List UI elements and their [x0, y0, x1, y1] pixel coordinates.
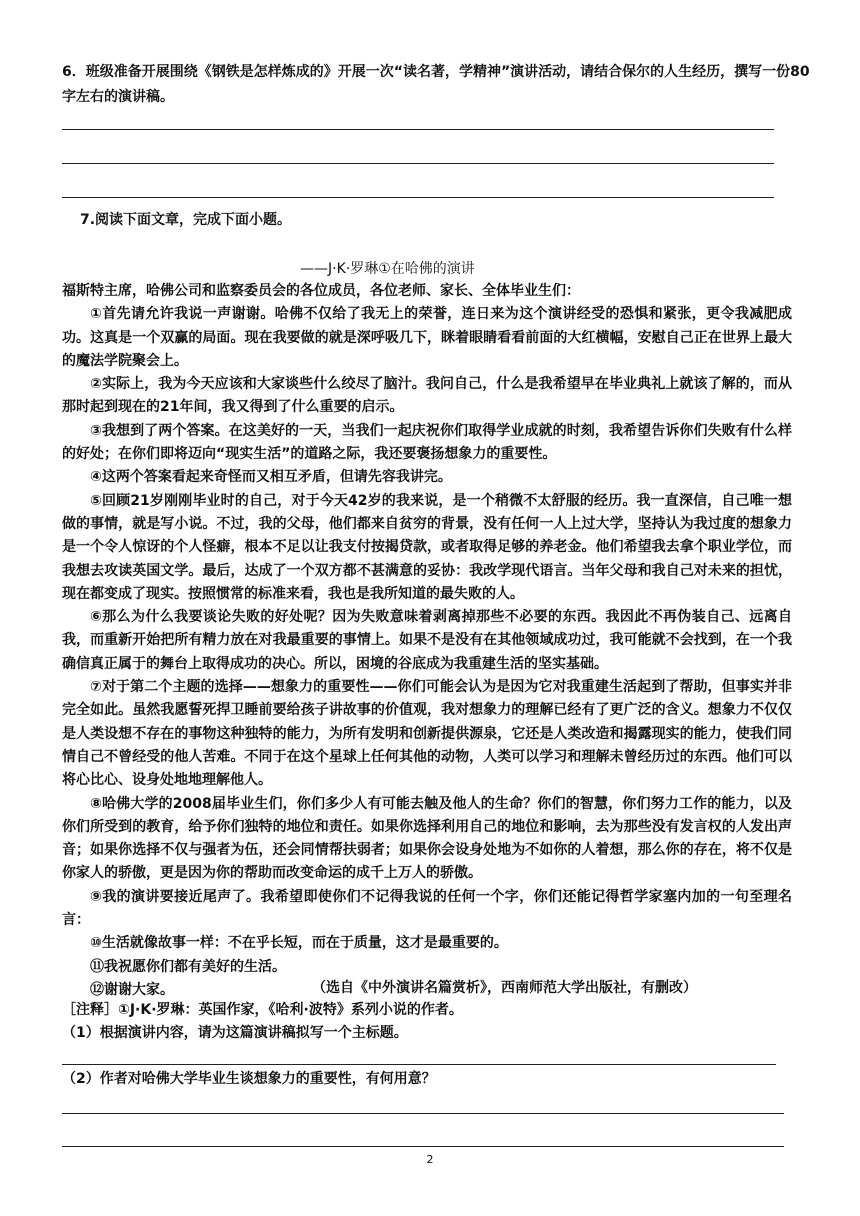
- paragraph-12: ⑫谢谢大家。: [90, 981, 174, 998]
- paragraph-4: ④这两个答案看起来奇怪而又相互矛盾，但请先容我讲完。: [90, 469, 452, 486]
- article-footnote: ［注释］①J·K·罗琳：英国作家，《哈利·波特》系列小说的作者。: [62, 1002, 463, 1018]
- paragraph-6: ⑥那么为什么我要谈论失败的好处呢？因为失败意味着剥离掉那些不必要的东西。我因此不再伪装自己、远离自我，而重新开始把所有精力放在对我最重要的事情上。如果不是没有在其他领域成功过，我可能就不会找到，在一个我确信真正属于的舞台上取得成功的决心。所以，困境的谷底成为我重建生活的坚实基础。: [62, 609, 792, 672]
- page-number: 2: [426, 1153, 434, 1166]
- article-source: （选自《中外演讲名篇赏析》，西南师范大学出版社，有删改）: [312, 980, 697, 996]
- question-6: 6．班级准备开展围绕《钢铁是怎样炼成的》开展一次“读名著，学精神”演讲活动，请结合保尔的人生经历，撰写一份80字左右的演讲稿。: [62, 64, 810, 105]
- answer-line-q6-1[interactable]: [62, 129, 774, 130]
- paragraph-3: ③我想到了两个答案。在这美好的一天，当我们一起庆祝你们取得学业成就的时刻，我希望告诉你们失败有什么样的好处；在你们即将迈向“现实生活”的道路之际，我还要褒扬想象力的重要性。: [62, 422, 792, 463]
- paragraph-2: ②实际上，我为今天应该和大家谈些什么绞尽了脑汁。我问自己，什么是我希望早在毕业典礼上就该了解的，而从那时起到现在的21年间，我又得到了什么重要的启示。: [62, 376, 792, 416]
- paragraph-5: ⑤回顾21岁刚刚毕业时的自己，对于今天42岁的我来说，是一个稍微不太舒服的经历。我一直深信，自己唯一想做的事情，就是写小说。不过，我的父母，他们都来自贫穷的背景，没有任何一人上过大学，坚持认为我过度的想象力是一个令人惊讶的个人怪癖，根本不足以让我支付按揭贷款，或者取得足够的养老金。他们希望我去拿个职业学位，而我想去攻读英国文学。最后，达成了一个双方都不甚满意的妥协：我改学现代语言。当年父母和我自己对未来的担忧，现在都变成了现实。按照惯常的标准来看，我也是我所知道的最失败的人。: [62, 492, 792, 602]
- article-salutation: 福斯特主席，哈佛公司和监察委员会的各位成员，各位老师、家长、全体毕业生们：: [62, 283, 580, 299]
- paragraph-7: ⑦对于第二个主题的选择——想象力的重要性——你们可能会认为是因为它对我重建生活起到了帮助，但事实并非完全如此。虽然我愿誓死捍卫睡前要给孩子讲故事的价值观，我对想象力的理解已经有了更广泛的含义。想象力不仅仅是人类设想不存在的事物这种独特的能力，为所有发明和创新提供源泉，它还是人类改造和揭露现实的能力，使我们同情自己不曾经受的他人苦难。不同于在这个星球上任何其他的动物，人类可以学习和理解未曾经历过的东西。他们可以将心比心、设身处地地理解他人。: [62, 679, 792, 789]
- paragraph-10: ⑩生活就像故事一样：不在乎长短，而在于质量，这才是最重要的。: [90, 935, 508, 952]
- subquestion-1: （1）根据演讲内容，请为这篇演讲稿拟写一个主标题。: [62, 1025, 408, 1041]
- question-7-label: 7.阅读下面文章，完成下面小题。: [80, 212, 292, 228]
- paragraph-11: ⑪我祝愿你们都有美好的生活。: [90, 958, 286, 975]
- subquestion-2: （2）作者对哈佛大学毕业生谈想象力的重要性，有何用意？: [62, 1071, 436, 1087]
- paragraph-1: ①首先请允许我说一声谢谢。哈佛不仅给了我无上的荣誉，连日来为这个演讲经受的恐惧和紧张，更令我减肥成功。这真是一个双赢的局面。现在我要做的就是深呼吸几下，眯着眼睛看看前面的大红横幅，安慰自己正在世界上最大的魔法学院聚会上。: [62, 306, 792, 369]
- answer-line-q6-3[interactable]: [62, 197, 774, 198]
- answer-line-q6-2[interactable]: [62, 163, 774, 164]
- answer-line-sq2-2[interactable]: [62, 1146, 784, 1147]
- answer-line-sq1[interactable]: [62, 1064, 776, 1065]
- article-title: ——J·K·罗琳①在哈佛的演讲: [300, 261, 475, 277]
- paragraph-9: ⑨我的演讲要接近尾声了。我希望即使你们不记得我说的任何一个字，你们还能记得哲学家塞内加的一句至理名言：: [62, 888, 792, 929]
- article-body: [62, 280, 792, 1002]
- paragraph-8: ⑧哈佛大学的2008届毕业生们，你们多少人有可能去触及他人的生命？你们的智慧，你们努力工作的能力，以及你们所受到的教育，给予你们独特的地位和责任。如果你选择利用自己的地位和影响，去为那些没有发言权的人发出声音；如果你选择不仅与强者为伍，还会同情帮扶弱者；如果你会设身处地为不如你的人着想，那么你的存在，将不仅是你家人的骄傲，更是因为你的帮助而改变命运的成千上万人的骄傲。: [62, 795, 792, 882]
- answer-line-sq2-1[interactable]: [62, 1113, 784, 1114]
